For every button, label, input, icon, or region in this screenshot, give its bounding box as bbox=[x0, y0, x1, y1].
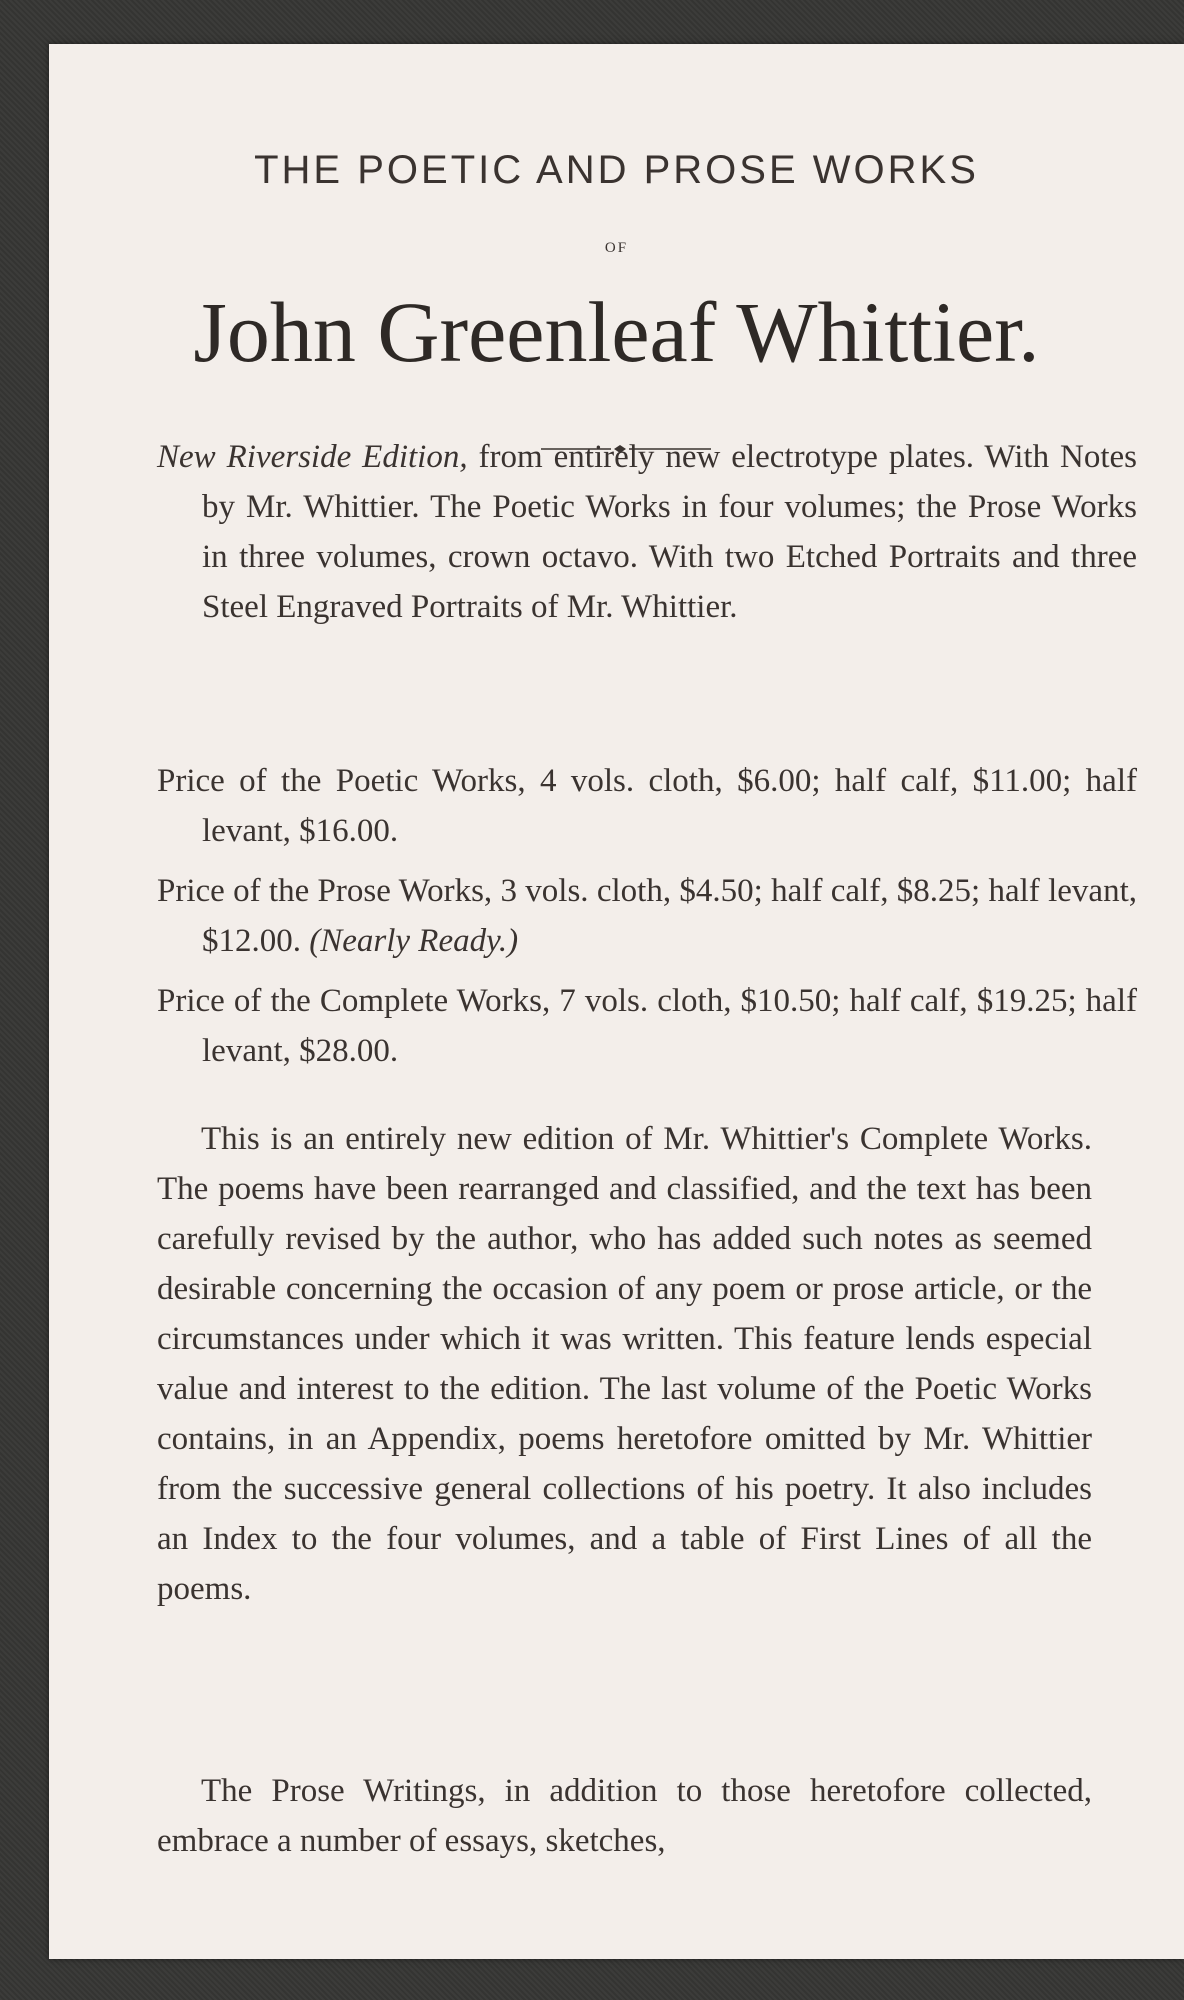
header-of: OF bbox=[604, 240, 629, 256]
body-paragraph-2: The Prose Writings, in addition to those heretofore collected, embrace a number of essays, sketches, bbox=[157, 1773, 1092, 1859]
book-page bbox=[49, 44, 1184, 1959]
price-item-prose: Price of the Prose Works, 3 vols. cloth, $4.50; half calf, $8.25; half levant, $12.00. (Nearly Ready.) bbox=[157, 873, 1137, 959]
edition-paragraph bbox=[157, 432, 1137, 632]
body-paragraph-1: This is an entirely new edition of Mr. Whittier's Complete Works. The poems have been rearranged and classified, and the text has been carefully revised by the author, who has added such notes as seemed desirable concerning the occasion of any poem or prose article, or the circumstances under which it was written. This feature lends especial value and interest to the edition. The last volume of the Poetic Works contains, in an Appendix, poems heretofore omitted by Mr. Whittier from the successive general collections of his poetry. It also includes an Index to the four volumes, and a table of First Lines of all the poems. bbox=[157, 1121, 1092, 1607]
header-title: THE POETIC AND PROSE WORKS bbox=[254, 148, 979, 192]
edition-description: from entirely new electrotype plates. With Notes by Mr. Whittier. The Poetic Works in four volumes; the Prose Works in three volumes, crown octavo. With two Etched Portraits and three Steel Engraved Portraits of Mr. Whittier. bbox=[202, 439, 1138, 625]
price-item-poetic: Price of the Poetic Works, 4 vols. cloth, $6.00; half calf, $11.00; half levant, $16.00. bbox=[157, 763, 1137, 849]
author-name: John Greenleaf Whittier. bbox=[193, 284, 1040, 380]
edition-title: New Riverside Edition, bbox=[157, 439, 468, 475]
nearly-ready-note: (Nearly Ready.) bbox=[309, 923, 519, 959]
price-item-complete: Price of the Complete Works, 7 vols. cloth, $10.50; half calf, $19.25; half levant, $28.00. bbox=[157, 983, 1137, 1069]
